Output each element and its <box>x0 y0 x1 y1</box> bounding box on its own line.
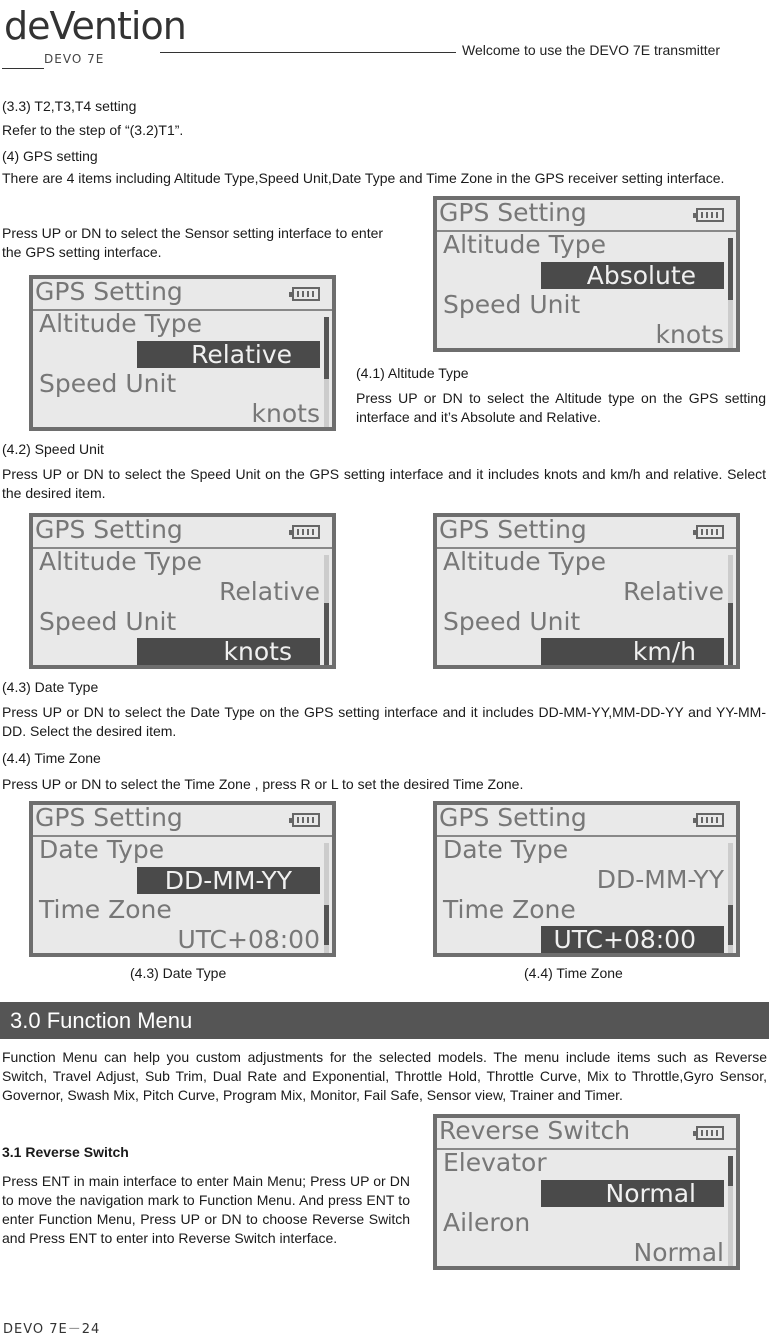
section-42-text: Press UP or DN to select the Speed Unit on the GPS setting interface and it includes knots and km/h and relative. Select the desired item. <box>2 466 766 501</box>
lcd-gps-speed-knots <box>29 513 336 669</box>
lcd-selected-value: Normal <box>541 1180 724 1207</box>
battery-icon <box>696 1126 724 1140</box>
lcd-scrollbar <box>324 317 329 427</box>
lcd-scrollbar <box>728 238 733 348</box>
lcd-item-2: Aileron <box>443 1208 531 1237</box>
lcd-scrollbar <box>728 1156 733 1266</box>
lcd-item-2: Speed Unit <box>443 607 581 636</box>
lcd-value-2: knots <box>655 320 724 349</box>
section-4-title: (4) GPS setting <box>2 148 98 164</box>
header-divider-left <box>2 68 44 69</box>
section-33-title: (3.3) T2,T3,T4 setting <box>2 98 137 114</box>
section-31-text: Press ENT in main interface to enter Main Menu; Press UP or DN to move the navigation mark to Function Menu. And press ENT to enter Function Menu, Press UP or DN to choose Reverse Switch and Press ENT to enter into Reverse Switch interface. <box>2 1173 410 1246</box>
lcd-item-2: Time Zone <box>39 895 172 924</box>
lcd-selected-value: Absolute <box>541 262 724 289</box>
lcd-value-1: Relative <box>623 577 724 606</box>
header-divider <box>160 52 456 53</box>
lcd-gps-date-type <box>29 801 336 957</box>
section-4-text: There are 4 items including Altitude Type,Speed Unit,Date Type and Time Zone in the GPS receiver setting interface. <box>2 170 725 186</box>
battery-icon <box>696 208 724 222</box>
section-42-title: (4.2) Speed Unit <box>2 441 104 457</box>
battery-icon <box>696 813 724 827</box>
lcd-selected-value: Relative <box>137 341 320 368</box>
lcd-item-1: Altitude Type <box>443 230 607 259</box>
lcd-value-1: DD-MM-YY <box>596 865 724 894</box>
lcd-title: GPS Setting <box>439 803 587 832</box>
welcome-text: Welcome to use the DEVO 7E transmitter <box>462 42 721 58</box>
lcd-gps-absolute <box>433 196 740 352</box>
lcd-scrollbar <box>728 555 733 665</box>
model-label: DEVO 7E <box>44 52 105 66</box>
section-44-text: Press UP or DN to select the Time Zone , press R or L to set the desired Time Zone. <box>2 776 524 792</box>
function-menu-banner: 3.0 Function Menu <box>0 1002 769 1039</box>
page-footer: DEVO 7E－24 <box>3 1322 101 1337</box>
battery-icon <box>292 287 320 301</box>
section-33-text: Refer to the step of “(3.2)T1”. <box>2 122 184 138</box>
section-31-title: 3.1 Reverse Switch <box>2 1144 129 1160</box>
section-43-text: Press UP or DN to select the Date Type on the GPS setting interface and it includes DD-MM-YY,MM-DD-YY and YY-MM-DD. Select the desired item. <box>2 704 766 739</box>
lcd-selected-value: UTC+08:00 <box>541 926 724 953</box>
lcd-scrollbar <box>324 843 329 953</box>
lcd-title: Reverse Switch <box>439 1116 631 1145</box>
lcd-item-1: Elevator <box>443 1148 547 1177</box>
lcd-value-2: UTC+08:00 <box>177 925 320 954</box>
lcd-title: GPS Setting <box>35 515 183 544</box>
battery-icon <box>292 813 320 827</box>
function-menu-intro: Function Menu can help you custom adjustments for the selected models. The menu include items such as Reverse Switch, Travel Adjust, Sub Trim, Dual Rate and Exponential, Throttle Hold, Throttle Curve, Mix to Throttle,Gyro Sensor, Governor, Swash Mix, Pitch Curve, Program Mix, Monitor, Fail Safe, Sensor view, Trainer and Timer. <box>2 1049 767 1103</box>
lcd-scrollbar <box>728 843 733 953</box>
section-41-text: Press UP or DN to select the Altitude type on the GPS setting interface and it’s Absolute and Relative. <box>356 390 766 425</box>
section-4-press: Press UP or DN to select the Sensor setting interface to enter the GPS setting interface. <box>2 225 384 260</box>
lcd-item-1: Date Type <box>39 835 165 864</box>
lcd-item-2: Speed Unit <box>443 290 581 319</box>
section-41-title: (4.1) Altitude Type <box>356 365 469 381</box>
section-43-title: (4.3) Date Type <box>2 679 99 695</box>
lcd-gps-relative <box>29 275 336 431</box>
lcd-value-2: Normal <box>633 1238 724 1267</box>
lcd-value-1: Relative <box>219 577 320 606</box>
caption-date-type: (4.3) Date Type <box>130 965 227 981</box>
lcd-selected-value: km/h <box>541 638 724 665</box>
lcd-item-1: Altitude Type <box>39 547 203 576</box>
section-44-title: (4.4) Time Zone <box>2 750 101 766</box>
lcd-item-2: Speed Unit <box>39 607 177 636</box>
lcd-title: GPS Setting <box>439 198 587 227</box>
lcd-item-2: Time Zone <box>443 895 576 924</box>
lcd-item-1: Altitude Type <box>443 547 607 576</box>
lcd-value-2: knots <box>251 399 320 428</box>
battery-icon <box>292 525 320 539</box>
caption-time-zone: (4.4) Time Zone <box>524 965 623 981</box>
lcd-title: GPS Setting <box>35 803 183 832</box>
battery-icon <box>696 525 724 539</box>
devention-logo: deVention <box>4 4 186 48</box>
lcd-selected-value: knots <box>137 638 320 665</box>
lcd-title: GPS Setting <box>439 515 587 544</box>
lcd-item-2: Speed Unit <box>39 369 177 398</box>
lcd-item-1: Altitude Type <box>39 309 203 338</box>
lcd-gps-time-zone <box>433 801 740 957</box>
lcd-selected-value: DD-MM-YY <box>137 867 320 894</box>
lcd-reverse-switch <box>433 1114 740 1270</box>
lcd-scrollbar <box>324 555 329 665</box>
lcd-gps-speed-kmh <box>433 513 740 669</box>
lcd-title: GPS Setting <box>35 277 183 306</box>
lcd-item-1: Date Type <box>443 835 569 864</box>
